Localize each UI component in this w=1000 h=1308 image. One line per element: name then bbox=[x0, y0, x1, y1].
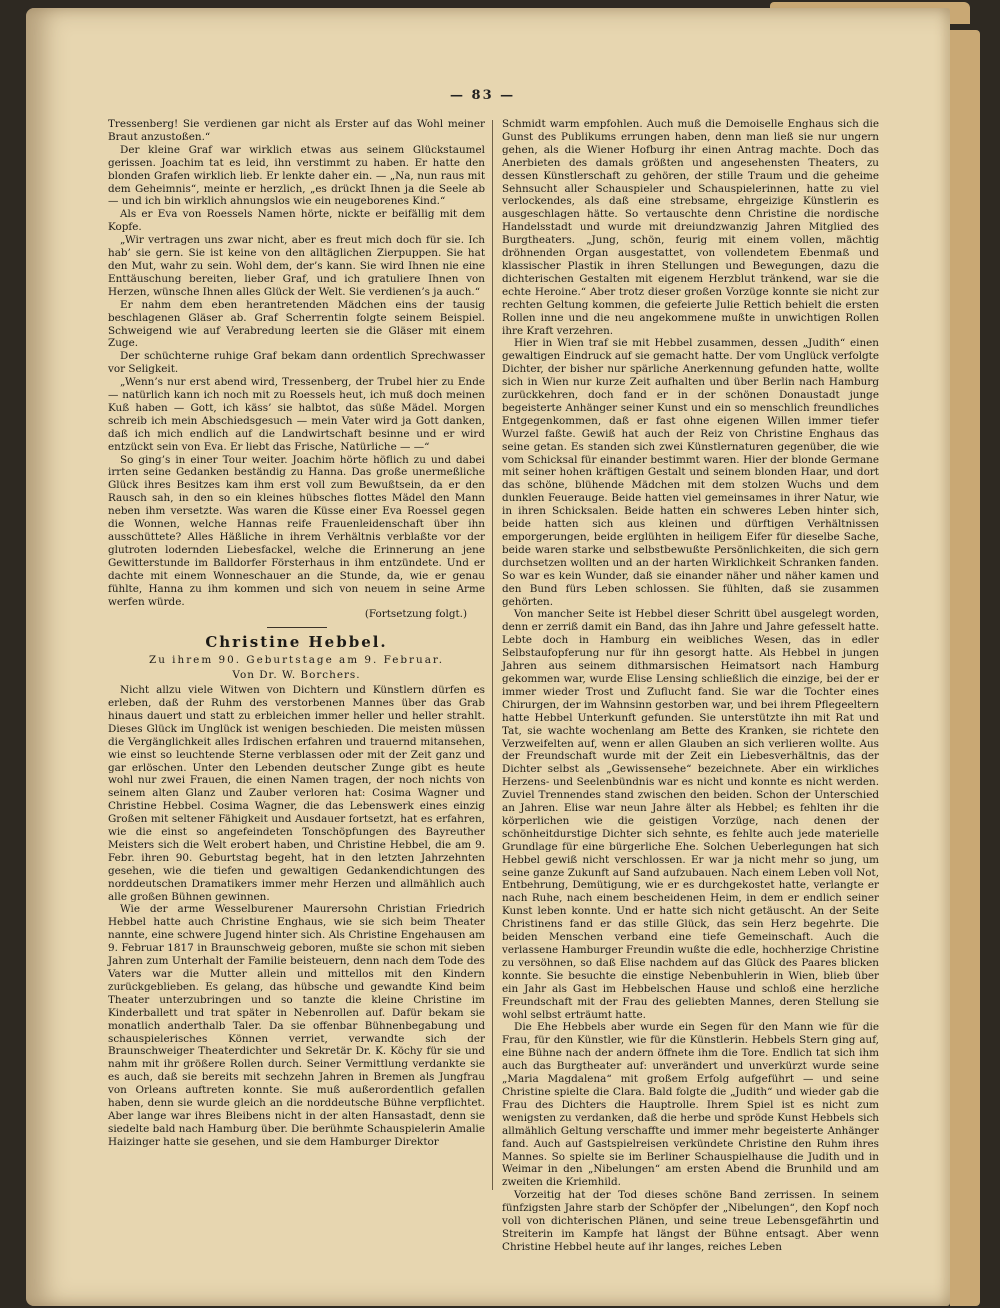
paragraph: Nicht allzu viele Witwen von Dichtern und Künstlern dürfen es erleben, daß der Ruhm des verstorbenen Mannes über das Grab hinaus dauert und statt zu erbleichen immer heller und heller strahlt. Dieses Glück im Unglück ist wenigen beschieden. Die meisten müssen die Vergänglichkeit alles Irdischen erfahren und trauernd mitansehen, wie einst so leuchtende Sterne verblassen oder mit der Zeit ganz und gar erlöschen. Unter den Lebenden deutscher Zunge gibt es heute wohl nur zwei Frauen, die einen Namen tragen, der noch nichts von seinem alten Glanz und Zauber verloren hat: Cosima Wagner und Christine Hebbel. Cosima Wagner, die das Lebenswerk eines einzig Großen mit seltener Fähigkeit und Ausdauer fortsetzt, hat es erfahren, wie die einst so angefeindeten Tonschöpfungen des Bayreuther Meisters sich die Welt erobert haben, und Christine Hebbel, die am 9. Febr. ihren 90. Geburtstag begeht, hat in den letzten Jahrzehnten gesehen, wie die tiefen und gewaltigen Gedankendichtungen des norddeutschen Dramatikers immer mehr Herzen und allmählich auch alle großen Bühnen gewinnen. bbox=[108, 684, 485, 903]
paragraph: Tressenberg! Sie verdienen gar nicht als Erster auf das Wohl meiner Braut anzustoßen.“ bbox=[108, 118, 485, 143]
paragraph: Hier in Wien traf sie mit Hebbel zusammen, dessen „Judith“ einen gewaltigen Eindruck auf sie gemacht hatte. Der vom Unglück verfolgte Dichter, der bisher nur spärliche Anerkennung gefunden hatte, wollte sich in Wien nur kurze Zeit aufhalten und über Berlin nach Hamburg zurückkehren, doch fand er in der schönen Donaustadt junge begeisterte Anhänger seiner Kunst und ein so menschlich freundliches Entgegenkommen, daß er fast ohne eigenen Willen immer tiefer Wurzel faßte. Gewiß hat auch der Reiz von Christine Enghaus das seine getan. Es standen sich zwei Künstlernaturen gegenüber, die wie vom Schicksal für einander bestimmt waren. Hier der blonde Germane mit seiner hohen kräftigen Gestalt und seinem blonden Haar, und dort das schöne, blühende Mädchen mit dem stolzen Wuchs und dem dunklen Feuerauge. Beide hatten viel gemeinsames in ihrer Natur, wie in ihren Schicksalen. Beide hatten ein schweres Leben hinter sich, beide hatten sich aus kleinen und dürftigen Verhältnissen emporgerungen, beide erglühten in heiligem Eifer für dieselbe Sache, beide waren starke und selbstbewußte Persönlichkeiten, die sich gern durchsetzen wollten und an der harten Wirklichkeit Schranken fanden. So war es kein Wunder, daß sie einander näher und näher kamen und den Bund fürs Leben schlossen. Sie fühlten, daß sie zusammen gehörten. bbox=[502, 337, 879, 608]
paragraph: „Wir vertragen uns zwar nicht, aber es freut mich doch für sie. Ich hab’ sie gern. Sie ist keine von den alltäglichen Zierpuppen. Sie hat den Mut, wahr zu sein. Wohl dem, der’s kann. Sie wird Ihnen nie eine Enttäuschung bereiten, lieber Graf, und ich gratuliere Ihnen von Herzen, wünsche Ihnen alles Glück der Welt. Sie verdienen’s ja auch.“ bbox=[108, 234, 485, 298]
section-divider bbox=[267, 627, 327, 628]
paragraph: Vorzeitig hat der Tod dieses schöne Band zerrissen. In seinem fünfzigsten Jahre starb der Schöpfer der „Nibelungen“, den Kopf noch voll von dichterischen Plänen, und seine treue Lebensgefährtin und Streiterin im Kampfe hat längst der Bühne entsagt. Aber wenn Christine Hebbel heute auf ihr langes, reiches Leben bbox=[502, 1189, 879, 1253]
continuation-note: (Fortsetzung folgt.) bbox=[364, 608, 467, 621]
paragraph: Er nahm dem eben herantretenden Mädchen eins der tausig beschlagenen Gläser ab. Graf Scherrentin folgte seinem Beispiel. Schweigend wie auf Verabredung leerten sie die Gläser mit einem Zuge. bbox=[108, 298, 485, 350]
paragraph: „Wenn’s nur erst abend wird, Tressenberg, der Trubel hier zu Ende — natürlich kann ich noch mit zu Roessels heut, ich muß doch meinen Kuß haben — Gott, ich käss’ sie halbtot, das süße Mädel. Morgen schreib ich mein Abschiedsgesuch — mein Vater wird ja Gott danken, daß ich mich endlich auf die Landwirtschaft besinne und er wird entzückt sein von Eva. Er liebt das Frische, Natürliche — —“ bbox=[108, 376, 485, 453]
page-number: — 83 — bbox=[450, 88, 516, 103]
paragraph: Als er Eva von Roessels Namen hörte, nickte er beifällig mit dem Kopfe. bbox=[108, 208, 485, 234]
paragraph: Der schüchterne ruhige Graf bekam dann ordentlich Sprechwasser vor Seligkeit. bbox=[108, 350, 485, 376]
right-column bbox=[502, 118, 879, 1253]
paragraph: Die Ehe Hebbels aber wurde ein Segen für den Mann wie für die Frau, für den Künstler, wie für die Künstlerin. Hebbels Stern ging auf, eine Bühne nach der andern öffnete ihm die Tore. Endlich tat sich ihm auch das Burgtheater auf: unverändert und unverkürzt wurde seine „Maria Magdalena“ mit großem Erfolg aufgeführt — und seine Christine spielte die Clara. Bald folgte die „Judith“ und wieder gab die Frau des Dichters die Hauptrolle. Ihrem Spiel ist es nicht zum wenigsten zu verdanken, daß die herbe und spröde Kunst Hebbels sich allmählich Geltung verschaffte und immer mehr begeisterte Anhänger fand. Auch auf Gastspielreisen verkündete Christine den Ruhm ihres Mannes. So spielte sie im Berliner Schauspielhause die Judith und in Weimar in den „Nibelungen“ am ersten Abend die Brunhild und am zweiten die Kriemhild. bbox=[502, 1021, 879, 1189]
paragraph: Der kleine Graf war wirklich etwas aus seinem Glückstaumel gerissen. Joachim tat es leid, ihn verstimmt zu haben. Er hatte den blonden Grafen wirklich lieb. Er lenkte daher ein. — „Na, nun raus mit dem Geheimnis“, meinte er herzlich, „es drückt Ihnen ja die Seele ab — und ich bin wirklich ahnungslos wie ein neugeborenes Kind.“ bbox=[108, 143, 485, 208]
paragraph: Schmidt warm empfohlen. Auch muß die Demoiselle Enghaus sich die Gunst des Publikums errungen haben, denn man ließ sie nur ungern gehen, als die Wiener Hofburg ihr einen Antrag machte. Doch das Anerbieten des damals größten und angesehensten Theaters, zu dessen Künstlerschaft zu gehören, der stille Traum und die geheime Sehnsucht aller Schauspieler und Schauspielerinnen, hatte zu viel verlockendes, als daß eine strebsame, ehrgeizige Künstlerin es ausgeschlagen hätte. So vertauschte denn Christine die nordische Handelsstadt und wurde mit dreiundzwanzig Jahren Mitglied des Burgtheaters. „Jung, schön, feurig mit einem vollen, mächtig dröhnenden Organ ausgestattet, von vollendetem Ebenmaß und klassischer Plastik in ihren Stellungen und Bewegungen, dazu die dichterischen Gestalten mit eigenem Herzblut tränkend, war sie die echte Heroine.“ Aber trotz dieser großen Vorzüge konnte sie nicht zur rechten Geltung kommen, die gefeierte Julie Rettich behielt die ersten Rollen inne und die neu angekommene mußte in unwichtigen Rollen ihre Kraft verzehren. bbox=[502, 118, 879, 337]
paragraph: Wie der arme Wesselburener Maurersohn Christian Friedrich Hebbel hatte auch Christine Enghaus, wie sie sich beim Theater nannte, eine schwere Jugend hinter sich. Als Christine Engehausen am 9. Februar 1817 in Braunschweig geboren, mußte sie schon mit sieben Jahren zum Unterhalt der Familie beisteuern, denn nach dem Tode des Vaters war die Mutter allein und mittellos mit den Kindern zurückgeblieben. Es gelang, das hübsche und gewandte Kind beim Theater unterzubringen und so tanzte die kleine Christine im Kinderballett und trat später in Nebenrollen auf. Dafür bekam sie monatlich anderthalb Taler. Da sie offenbar Bühnenbegabung und schauspielerisches Können verriet, verwandte sich der Braunschweiger Theaterdichter und Sekretär Dr. K. Köchy für sie und nahm mit ihr größere Rollen durch. Seiner Vermittlung verdankte sie es auch, daß sie bereits mit sechzehn Jahren in Bremen als Jungfrau von Orleans auftreten konnte. Sie muß außerordentlich gefallen haben, denn sie wurde gleich an die norddeutsche Bühne verpflichtet. Aber lange war ihres Bleibens nicht in der alten Hansastadt, denn sie siedelte bald nach Hamburg über. Die berühmte Schauspielerin Amalie Haizinger hatte sie gesehen, und sie dem Hamburger Direktor bbox=[108, 903, 485, 1148]
column-divider bbox=[492, 120, 493, 1190]
page-edge-right bbox=[950, 30, 980, 1306]
left-column bbox=[108, 118, 485, 1186]
article-subtitle: Zu ihrem 90. Geburtstage am 9. Februar. bbox=[148, 654, 445, 667]
paragraph: Von mancher Seite ist Hebbel dieser Schritt übel ausgelegt worden, denn er zerriß damit ein Band, das ihn Jahre und Jahre gefesselt hatte. Lebte doch in Hamburg ein weibliches Wesen, das in edler Selbstaufopferung nur für ihn gesorgt hatte. Als Hebbel in jungen Jahren aus seinem dithmarsischen Heimatsort nach Hamburg gekommen war, wurde Elise Lensing schließlich die einzige, bei der er immer wieder Trost und Zuflucht fand. Sie war die Tochter eines Chirurgen, der im Wahnsinn gestorben war, und bei ihrem Pflegeeltern hatte Hebbel Unterkunft gefunden. Sie unterstützte ihn mit Rat und Tat, sie wachte wochenlang am Bette des Kranken, sie richtete den Verzweifelten auf, wenn er allen Glauben an sich verlieren wollte. Aus der Freundschaft wurde mit der Zeit ein Liebesverhältnis, das der Dichter selbst als „Gewissensehe“ bezeichnete. Aber ein wirkliches Herzens- und Seelenbündnis war es nicht und konnte es nicht werden. Zuviel Trennendes stand zwischen den beiden. Schon der Unterschied an Jahren. Elise war neun Jahre älter als Hebbel; es fehlten ihr die körperlichen wie die geistigen Vorzüge, nach denen der schönheitdurstige Dichter sich sehnte, es fehlte auch jede materielle Grundlage für eine bürgerliche Ehe. Solchen Ueberlegungen hat sich Hebbel gewiß nicht verschlossen. Er war ja nicht mehr so jung, um seine ganze Zukunft auf Sand aufzubauen. Nach einem Leben voll Not, Entbehrung, Demütigung, wie er es durchgekostet hatte, verlangte er nach Ruhe, nach einem bescheidenen Heim, in dem er endlich seiner Kunst leben konnte. Und er hatte sich nicht getäuscht. An der Seite Christinens fand er das stille Glück, das sein Herz begehrte. Die beiden Menschen verband eine tiefe Gemeinschaft. Auch die verlassene Hamburger Freundin wußte die edle, hochherzige Christine zu versöhnen, so daß Elise nachdem auf das Glück des Paares blicken konnte. Sie besuchte die einstige Nebenbuhlerin in Wien, blieb über ein Jahr als Gast im Hebbelschen Hause und schloß eine herzliche Freundschaft mit der Frau des geliebten Mannes, deren Stellung sie wohl selbst erträumt hatte. bbox=[502, 608, 879, 1021]
article-title: Christine Hebbel. bbox=[205, 633, 388, 652]
paragraph: So ging’s in einer Tour weiter. Joachim hörte höflich zu und dabei irrten seine Gedanken beständig zu Hanna. Das große unermeßliche Glück ihres Besitzes kam ihm erst voll zum Bewußtsein, da er den Rausch sah, in den so ein kleines hübsches flottes Mädel den Mann neben ihm versetzte. Was waren die Küsse einer Eva Roessel gegen die Wonnen, welche Hannas reife Frauenleidenschaft über ihn ausschüttete? Alles Häßliche in ihrem Verhältnis verblaßte vor der glutroten lodernden Liebesfackel, welche die Erinnerung an jene Gewitterstunde im Balldorfer Försterhaus in ihm entzündete. Und er dachte mit einem Wonneschauer an die Stunde, da, wie er genau fühlte, Hanna zu ihm kommen und sich von neuem in seine Arme werfen würde. bbox=[108, 453, 485, 608]
article-author: Von Dr. W. Borchers. bbox=[232, 669, 361, 682]
